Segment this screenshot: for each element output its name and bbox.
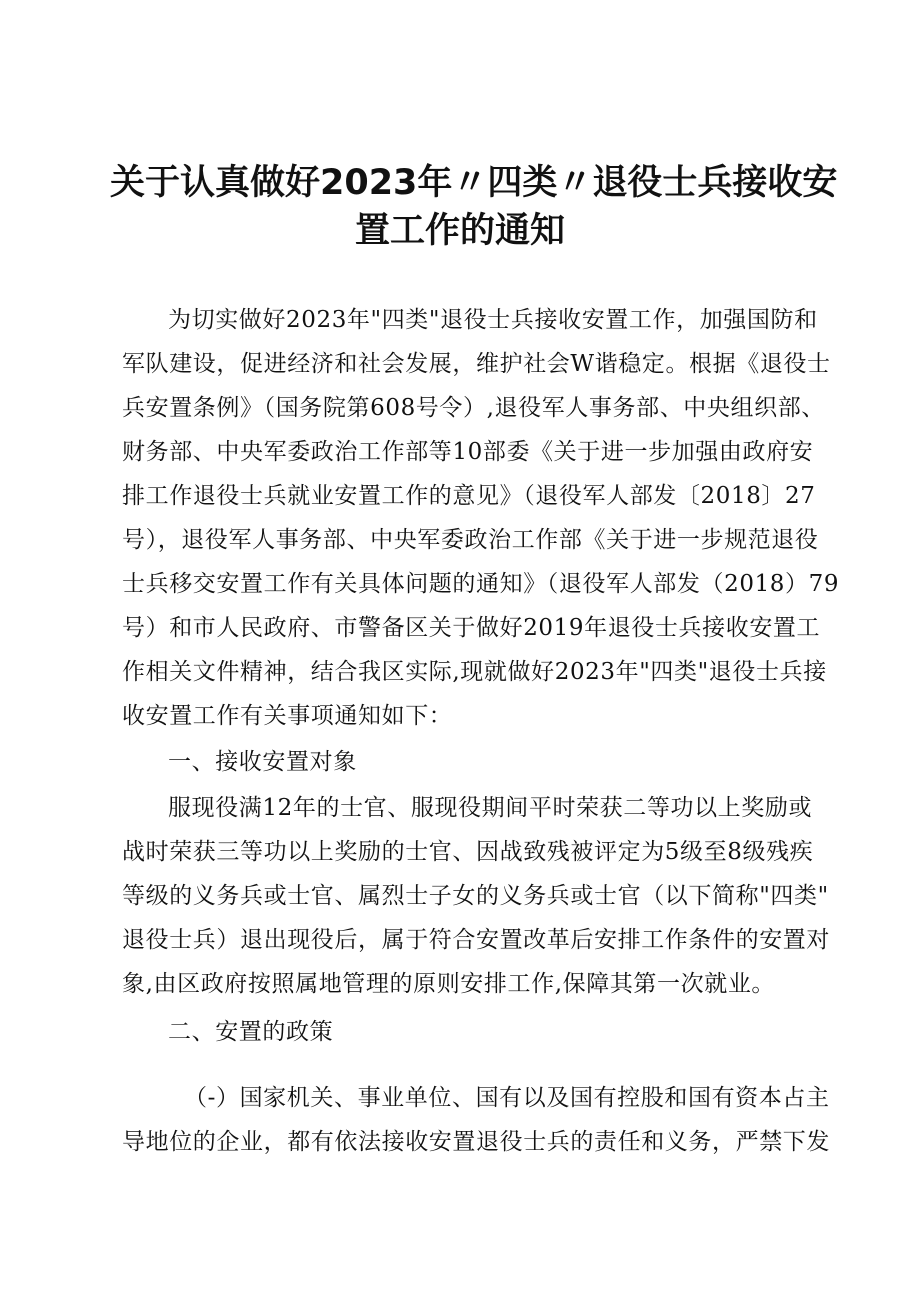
paragraph-line: 号）和市人民政府、市警备区关于做好2019年退役士兵接收安置工 — [122, 615, 821, 641]
paragraph-line: 象,由区政府按照属地管理的原则安排工作,保障其第一次就业。 — [122, 971, 776, 997]
paragraph-line: 财务部、中央军委政治工作部等10部委《关于进一步加强由政府安 — [122, 439, 814, 465]
paragraph-line: 排工作退役士兵就业安置工作的意见》（退役军人部发〔2018〕27 — [122, 483, 816, 509]
paragraph-line: 服现役满12年的士官、服现役期间平时荣获二等功以上奖励或 — [168, 795, 813, 821]
paragraph-line: 战时荣获三等功以上奖励的士官、因战致残被评定为5级至8级残疾 — [122, 839, 814, 865]
paragraph-line: 军队建设，促进经济和社会发展，维护社会W谐稳定。根据《退役士 — [122, 351, 831, 377]
document-title-line-1: 关于认真做好2023年〃四类〃退役士兵接收安 — [110, 163, 838, 203]
paragraph-line: 士兵移交安置工作有关具体问题的通知》（退役军人部发（2018）79 — [122, 571, 840, 597]
paragraph-line: 为切实做好2023年"四类"退役士兵接收安置工作，加强国防和 — [168, 307, 818, 333]
section-heading-1: 一、接收安置对象 — [168, 749, 357, 775]
document-title-line-2: 置工作的通知 — [354, 211, 565, 251]
paragraph-line: 兵安置条例》（国务院第608号令）,退役军人事务部、中央组织部、 — [122, 395, 825, 421]
paragraph-line: 退役士兵）退出现役后，属于符合安置改革后安排工作条件的安置对 — [122, 927, 830, 953]
paragraph-line: 号），退役军人事务部、中央军委政治工作部《关于进一步规范退役 — [122, 527, 819, 553]
paragraph-line: 收安置工作有关事项通知如下： — [122, 703, 453, 729]
paragraph-line: 等级的义务兵或士官、属烈士子女的义务兵或士官（以下简称"四类" — [122, 883, 829, 909]
section-heading-2: 二、安置的政策 — [168, 1019, 334, 1045]
paragraph-line: （-）国家机关、事业单位、国有以及国有控股和国有资本占主 — [184, 1085, 830, 1111]
paragraph-line: 作相关文件精神，结合我区实际,现就做好2023年"四类"退役士兵接 — [122, 659, 827, 685]
paragraph-line: 导地位的企业，都有依法接收安置退役士兵的责任和义务，严禁下发 — [122, 1129, 830, 1155]
